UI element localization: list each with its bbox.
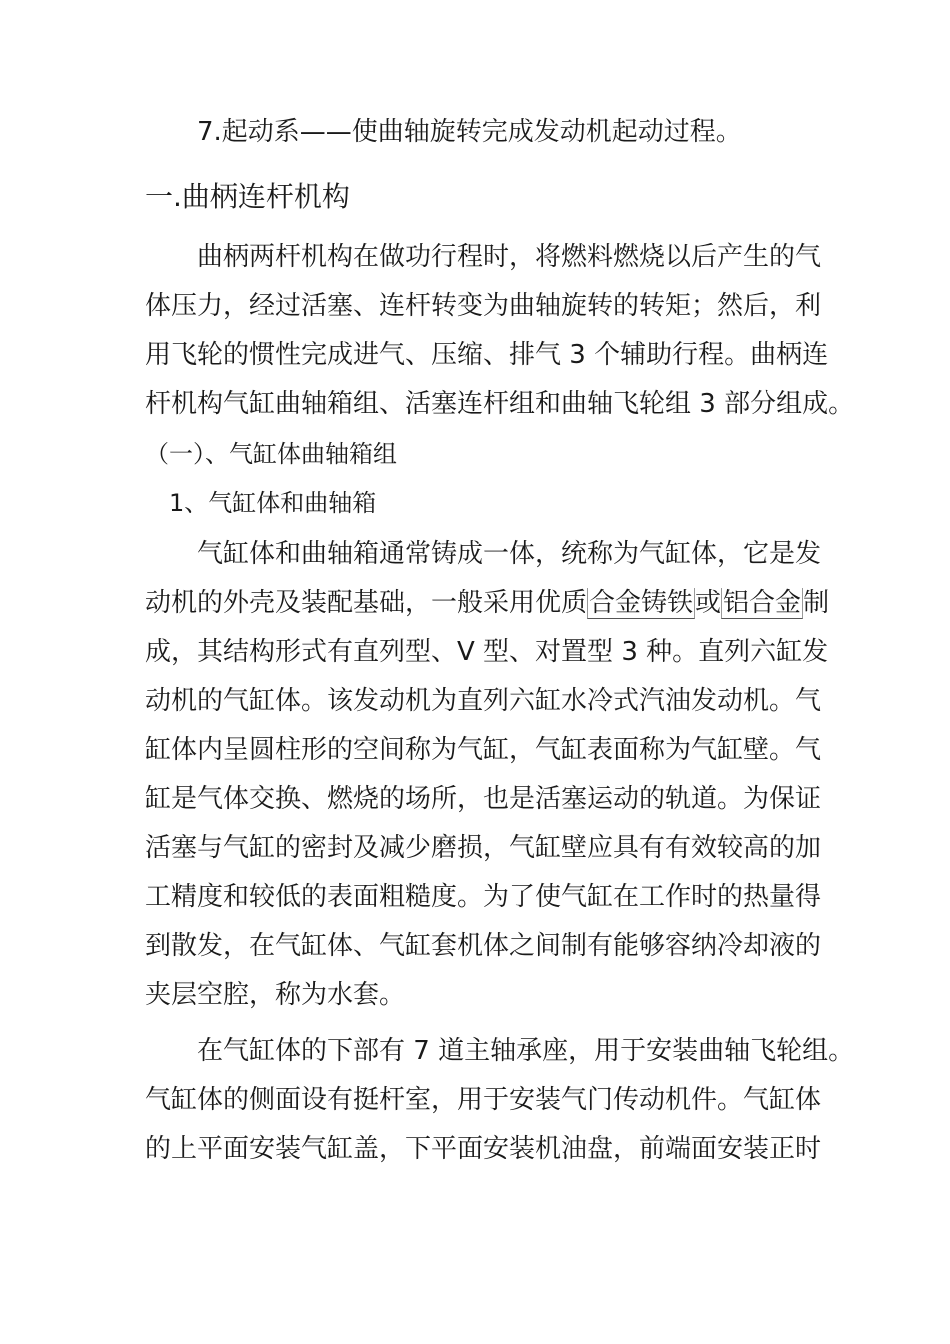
link-aluminum-alloy[interactable]: 铝合金 [723,588,802,618]
paragraph-line: 在气缸体的下部有 7 道主轴承座，用于安装曲轴飞轮组。 [197,1036,855,1066]
paragraph-text: 制 [803,588,830,618]
paragraph-line: 成，其结构形式有直列型、V 型、对置型 3 种。直列六缸发 [145,637,829,667]
paragraph-line-with-links [145,579,829,628]
section-heading: 一.曲柄连杆机构 [145,180,350,213]
subsection-heading: （一）、气缸体曲轴箱组 [145,440,397,468]
paragraph-line: 曲柄两杆机构在做功行程时，将燃料燃烧以后产生的气 [197,242,822,272]
paragraph-line: 用飞轮的惯性完成进气、压缩、排气 3 个辅助行程。曲柄连 [145,340,829,370]
paragraph-line: 体压力，经过活塞、连杆转变为曲轴旋转的转矩；然后，利 [145,291,822,321]
subsubsection-heading: 1、气缸体和曲轴箱 [169,489,377,517]
paragraph-text: 或 [695,588,722,618]
intro-line: 7.起动系——使曲轴旋转完成发动机起动过程。 [197,117,742,147]
paragraph-line: 夹层空腔，称为水套。 [145,980,406,1010]
link-alloy-cast-iron[interactable]: 合金铸铁 [589,588,694,618]
paragraph-text: 动机的外壳及装配基础，一般采用优质 [145,588,588,618]
paragraph-line: 的上平面安装气缸盖，下平面安装机油盘，前端面安装正时 [145,1134,822,1164]
paragraph-line: 到散发，在气缸体、气缸套机体之间制有能够容纳冷却液的 [145,931,822,961]
paragraph-line: 工精度和较低的表面粗糙度。为了使气缸在工作时的热量得 [145,882,822,912]
paragraph-line: 气缸体和曲轴箱通常铸成一体，统称为气缸体，它是发 [197,539,822,569]
paragraph-line: 杆机构气缸曲轴箱组、活塞连杆组和曲轴飞轮组 3 部分组成。 [145,389,855,419]
paragraph-line: 动机的气缸体。该发动机为直列六缸水冷式汽油发动机。气 [145,686,822,716]
paragraph-line: 缸是气体交换、燃烧的场所，也是活塞运动的轨道。为保证 [145,784,822,814]
paragraph-line: 气缸体的侧面设有挺杆室，用于安装气门传动机件。气缸体 [145,1085,822,1115]
paragraph-line: 活塞与气缸的密封及减少磨损，气缸壁应具有有效较高的加 [145,833,822,863]
paragraph-line: 缸体内呈圆柱形的空间称为气缸，气缸表面称为气缸壁。气 [145,735,822,765]
